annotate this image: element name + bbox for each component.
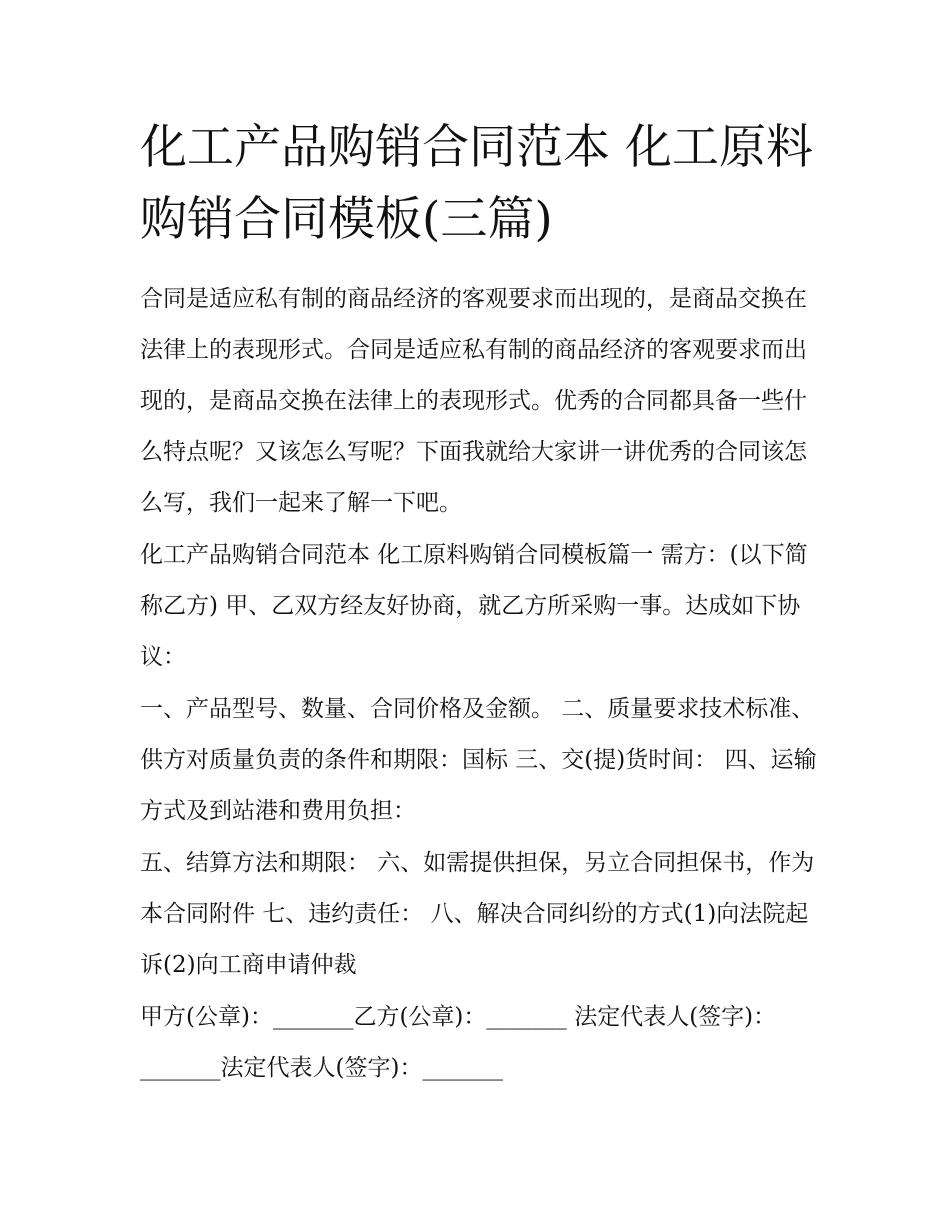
document-title: 化工产品购销合同范本 化工原料购销合同模板(三篇)	[140, 120, 813, 247]
signature-paragraph: 甲方(公章)：_______乙方(公章)：_______ 法定代表人(签字)：_______法定代表人(签字)：_______	[140, 1004, 777, 1081]
terms-paragraph-1: 一、产品型号、数量、合同价格及金额。 二、质量要求技术标准、供方对质量负责的条件和期限：国标 三、交(提)货时间： 四、运输方式及到站港和费用负担：	[140, 696, 817, 824]
contract-heading-paragraph: 化工产品购销合同范本 化工原料购销合同模板篇一 需方：(以下简称乙方) 甲、乙双方经友好协商，就乙方所采购一事。达成如下协议：	[140, 542, 808, 670]
document-body	[140, 112, 820, 1095]
terms-paragraph-2: 五、结算方法和期限： 六、如需提供担保，另立合同担保书，作为本合同附件 七、违约责任： 八、解决合同纠纷的方式(1)向法院起诉(2)向工商申请仲裁	[140, 850, 815, 978]
intro-paragraph: 合同是适应私有制的商品经济的客观要求而出现的，是商品交换在法律上的表现形式。合同是适应私有制的商品经济的客观要求而出现的，是商品交换在法律上的表现形式。优秀的合同都具备一些什么特点呢？又该怎么写呢？下面我就给大家讲一讲优秀的合同该怎么写，我们一起来了解一下吧。	[140, 286, 807, 516]
